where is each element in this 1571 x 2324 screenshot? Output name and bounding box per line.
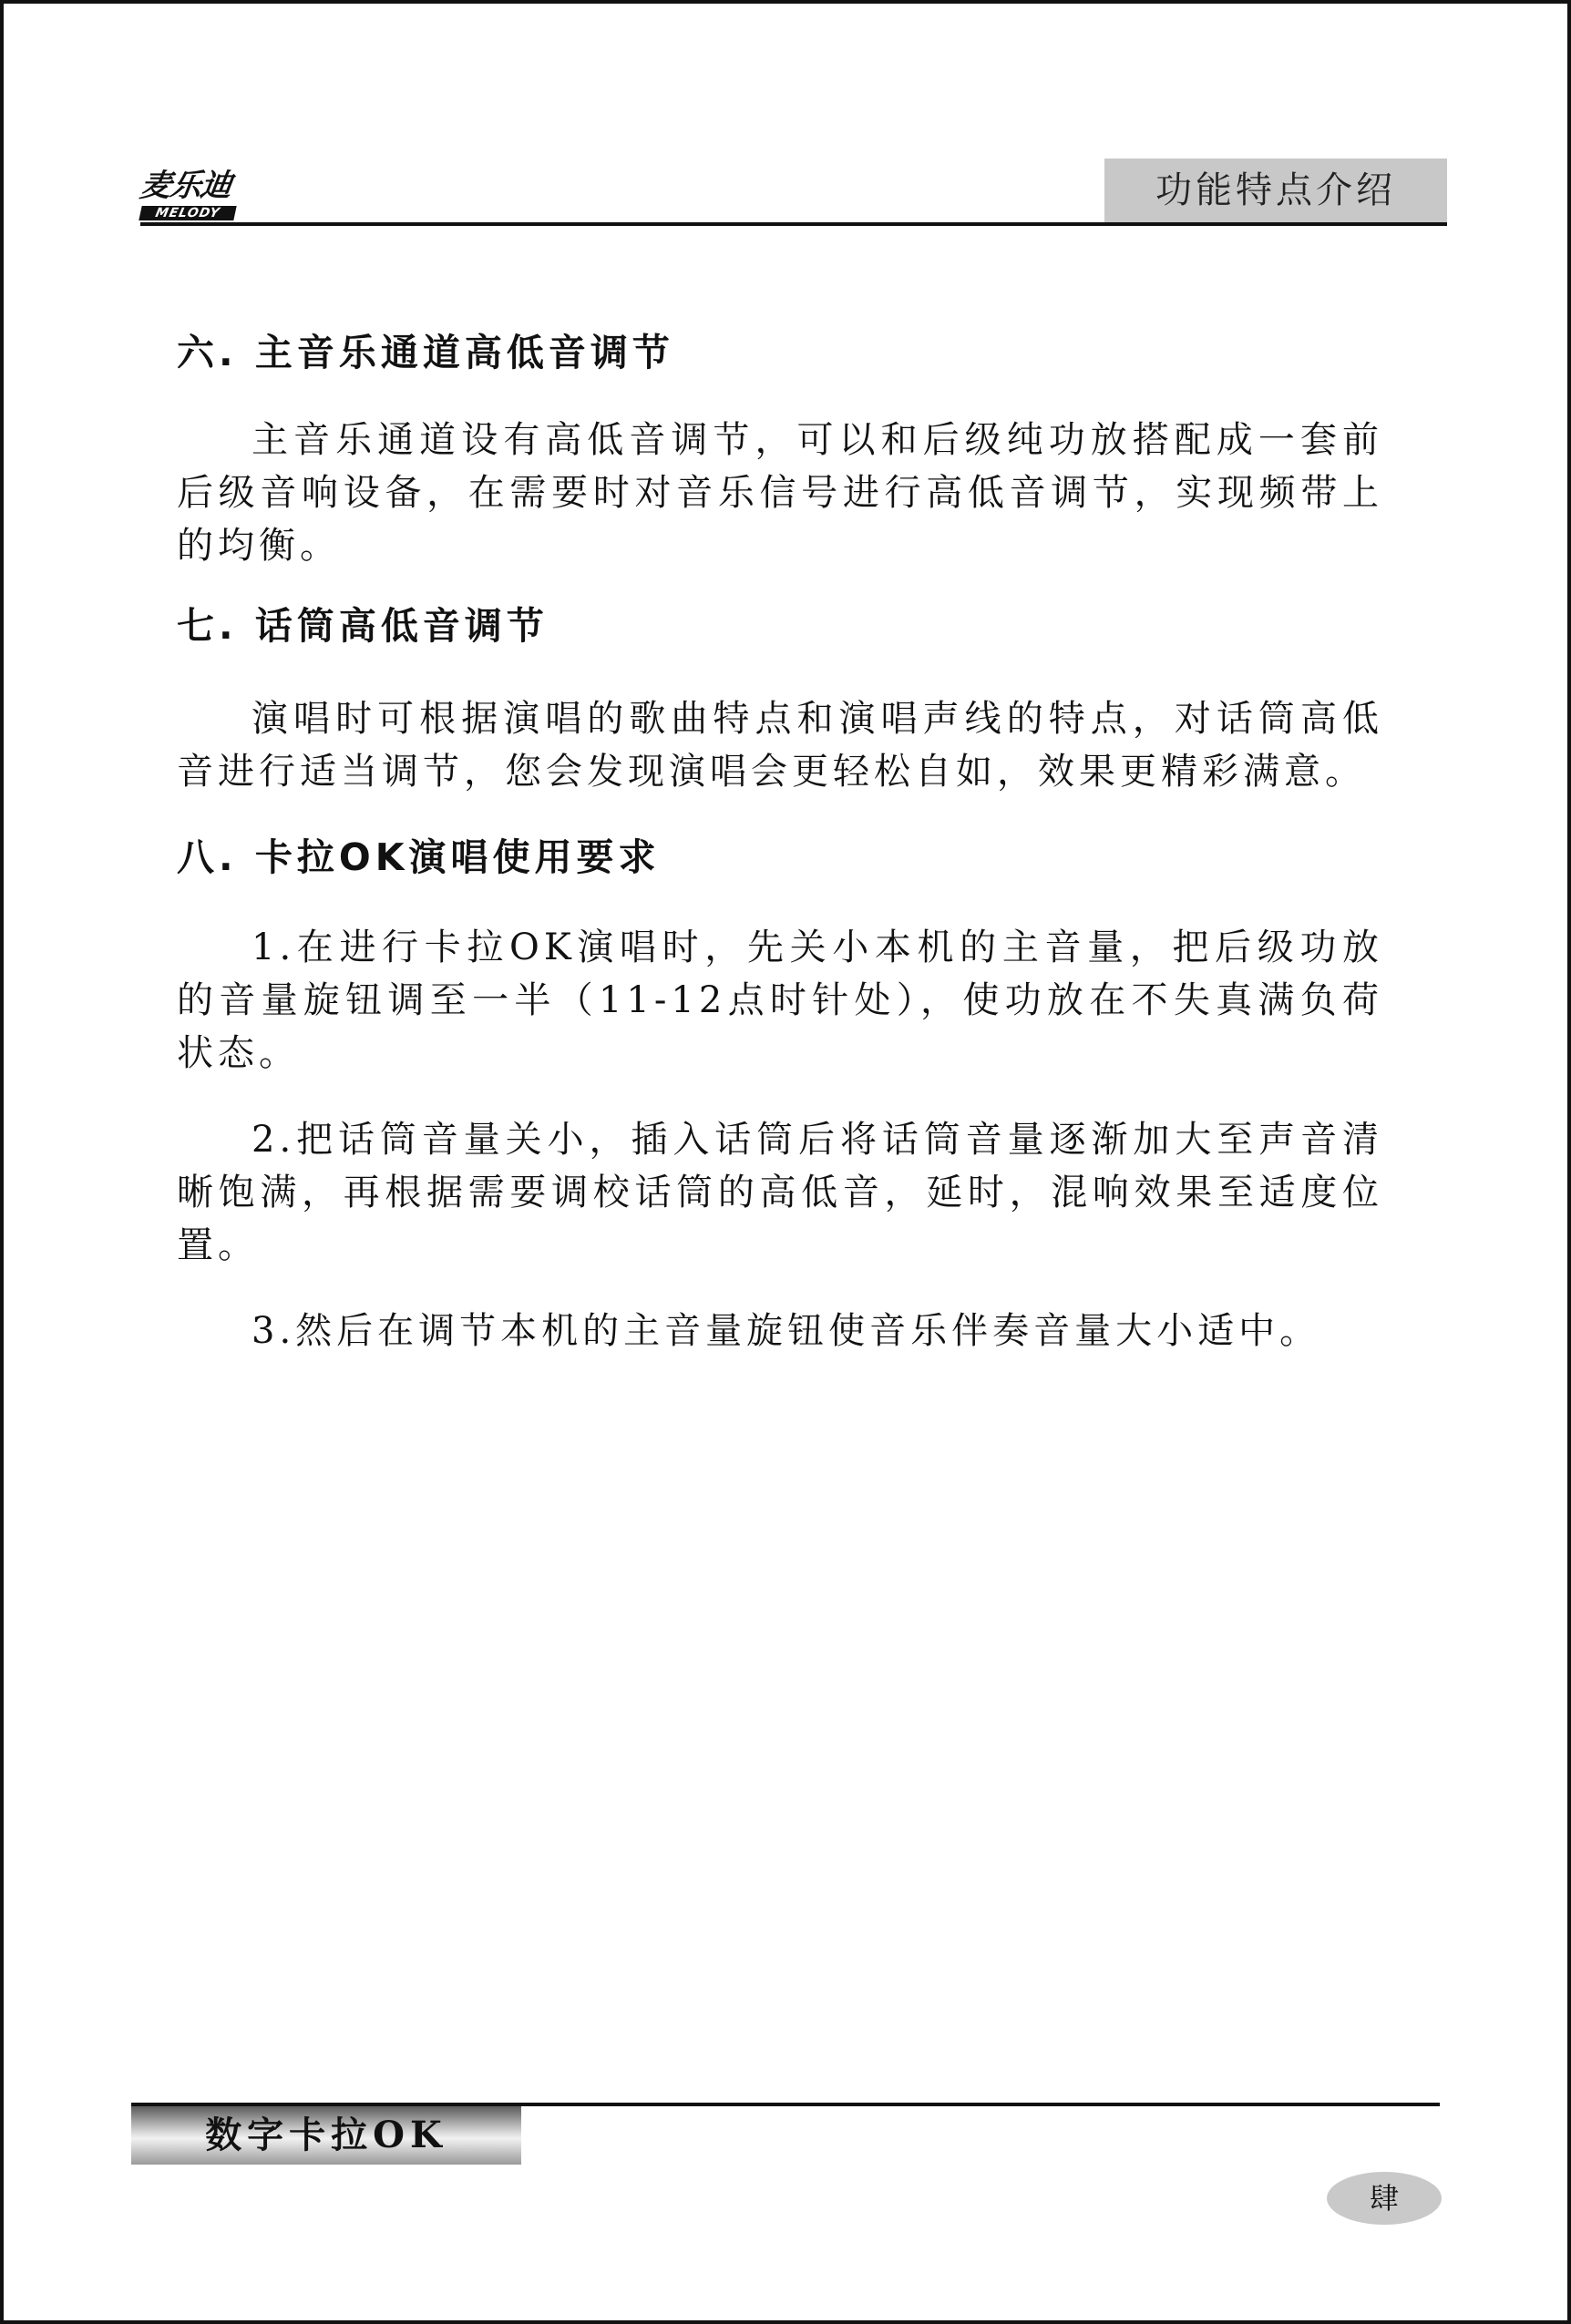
header-divider	[140, 222, 1447, 226]
logo-english-text: MELODY	[139, 206, 236, 220]
section-heading-7: 七. 话筒高低音调节	[177, 604, 549, 648]
section-8-step-3: 3.然后在调节本机的主音量旋钮使音乐伴奏音量大小适中。	[252, 1310, 1321, 1352]
section-heading-6: 六. 主音乐通道高低音调节	[177, 331, 674, 374]
logo-chinese-text: 麦乐迪	[138, 168, 233, 204]
section-8-step-1: 1.在进行卡拉OK演唱时，先关小本机的主音量，把后级功放的音量旋钮调至一半（11-12点时针处），使功放在不失真满负荷状态。	[177, 927, 1383, 1074]
section-7-paragraph: 演唱时可根据演唱的歌曲特点和演唱声线的特点，对话筒高低音进行适当调节，您会发现演唱会更轻松自如，效果更精彩满意。	[177, 698, 1383, 793]
header-section-tab: 功能特点介绍	[1104, 159, 1447, 222]
section-heading-8: 八. 卡拉OK演唱使用要求	[177, 835, 661, 879]
page-number-badge: 肆	[1327, 2172, 1442, 2225]
footer-product-tab: 数字卡拉OK	[131, 2106, 521, 2165]
section-8-step-2: 2.把话筒音量关小，插入话筒后将话筒音量逐渐加大至声音清晰饱满，再根据需要调校话筒的高低音，延时，混响效果至适度位置。	[177, 1119, 1383, 1266]
brand-logo	[140, 168, 241, 224]
section-6-paragraph: 主音乐通道设有高低音调节，可以和后级纯功放搭配成一套前后级音响设备，在需要时对音乐信号进行高低音调节，实现频带上的均衡。	[177, 419, 1383, 567]
